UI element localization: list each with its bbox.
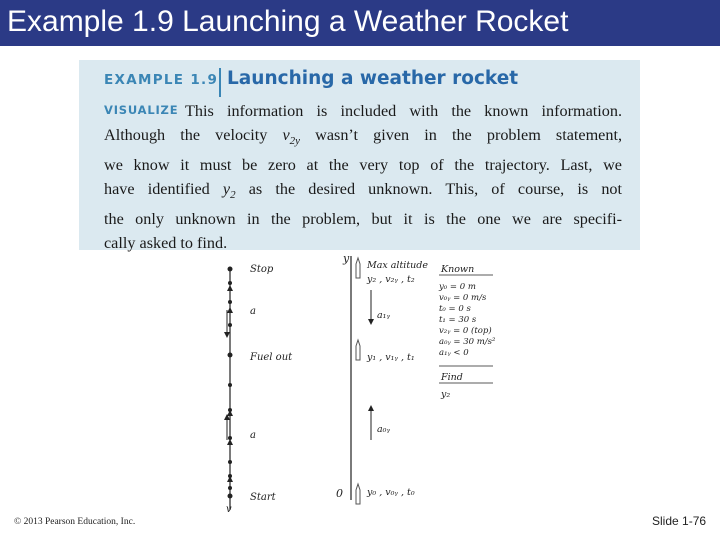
y-axis-label: y bbox=[343, 252, 350, 265]
accel-label-upper: a bbox=[250, 306, 256, 317]
slide-title: Example 1.9 Launching a Weather Rocket bbox=[7, 5, 569, 38]
visualize-label: VISUALIZE bbox=[104, 103, 179, 117]
svg-text:v₀ᵧ = 0 m/s: v₀ᵧ = 0 m/s bbox=[439, 293, 487, 303]
find-title: Find bbox=[441, 372, 463, 383]
example-title: Launching a weather rocket bbox=[227, 68, 519, 89]
copyright: © 2013 Pearson Education, Inc. bbox=[14, 517, 136, 527]
rocket-icons bbox=[356, 258, 360, 504]
example-divider bbox=[219, 68, 221, 97]
v2y-symbol: $v_{2y}$ bbox=[282, 126, 301, 148]
label-stop: Stop bbox=[250, 264, 274, 275]
body-line-6: cally asked to find. bbox=[104, 234, 228, 253]
mid-vars: y₁ , v₁ᵧ , t₁ bbox=[367, 352, 415, 363]
find-value: y₂ bbox=[441, 389, 451, 400]
known-list bbox=[438, 282, 496, 358]
label-fuel-out: Fuel out bbox=[250, 352, 293, 363]
y2-symbol: $y_2$ bbox=[222, 180, 236, 202]
example-box bbox=[79, 60, 640, 253]
known-title: Known bbox=[441, 264, 475, 275]
svg-text:t₁ = 30 s: t₁ = 30 s bbox=[439, 315, 477, 325]
slide-number: Slide 1-76 bbox=[652, 514, 707, 528]
example-label: EXAMPLE 1.9 bbox=[104, 72, 219, 88]
bottom-vars: y₀ , v₀ᵧ , t₀ bbox=[367, 487, 415, 498]
svg-text:a₁ᵧ < 0: a₁ᵧ < 0 bbox=[439, 348, 469, 358]
a0y-label: a₀ᵧ bbox=[377, 424, 391, 435]
max-altitude-label: Max altitude bbox=[367, 260, 428, 271]
label-start: Start bbox=[250, 492, 276, 503]
svg-text:y₀ = 0 m: y₀ = 0 m bbox=[439, 282, 476, 292]
example-body: This information is included with the known information. Although the velocity $v_{2y}$ wasn’t given in the problem statement, we know it must be zero at the very top of the trajectory. Last, we have identified $y_2$ as the desired unknown. This, of course, is not the only unknown in the problem, but it is the one we are specifi- cally asked to find. bbox=[104, 102, 623, 253]
svg-text:t₀ = 0 s: t₀ = 0 s bbox=[439, 304, 471, 314]
svg-text:v₂ᵧ = 0 (top): v₂ᵧ = 0 (top) bbox=[439, 326, 492, 336]
rocket-diagram bbox=[215, 250, 515, 515]
y-axis-origin: 0 bbox=[336, 487, 343, 500]
a1y-label: a₁ᵧ bbox=[377, 310, 391, 321]
accel-label-lower: a bbox=[250, 430, 256, 441]
body-line-1: This information is included with the known information. bbox=[185, 102, 622, 120]
body-line-5: the only unknown in the problem, but it is the one we are specifi- bbox=[104, 210, 622, 229]
svg-text:a₀ᵧ = 30 m/s²: a₀ᵧ = 30 m/s² bbox=[439, 337, 496, 347]
top-vars: y₂ , v₂ᵧ , t₂ bbox=[367, 274, 415, 285]
velocity-label: v bbox=[226, 504, 232, 515]
body-line-3: we know it must be zero at the very top of the trajectory. Last, we bbox=[104, 156, 622, 175]
